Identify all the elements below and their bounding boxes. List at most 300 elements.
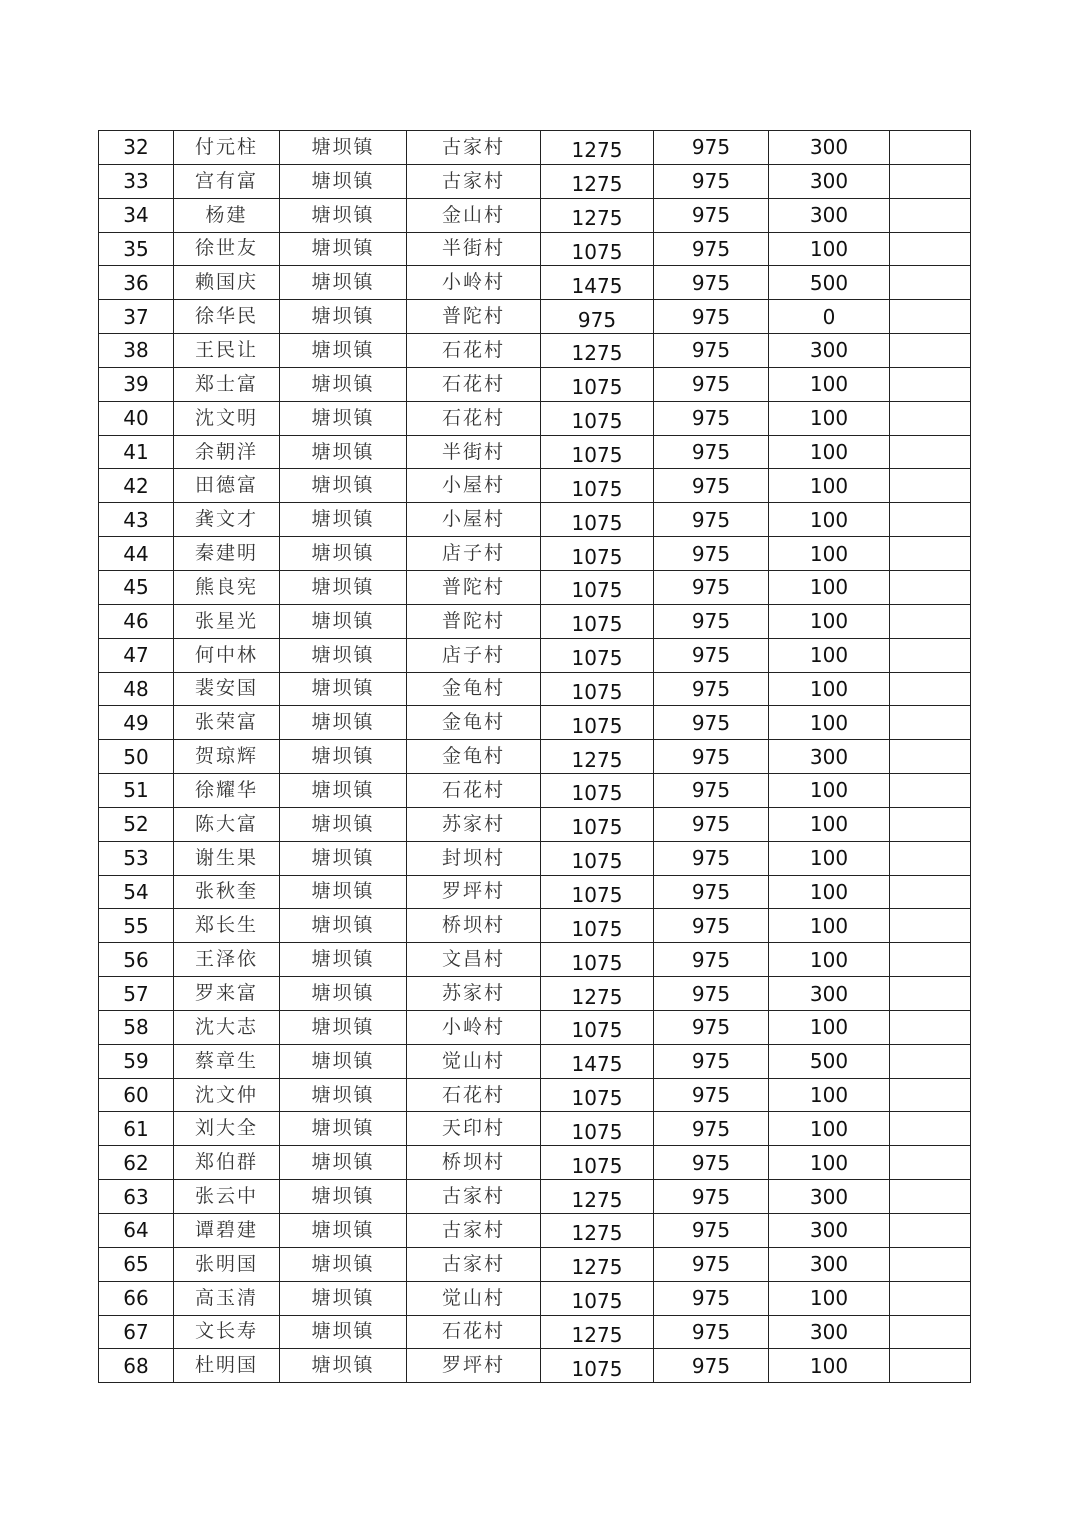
table-row: [99, 537, 971, 571]
base-amount-cell: 975: [654, 1146, 769, 1180]
village-cell: 罗坪村: [407, 875, 541, 909]
person-name-cell: 沈大志: [174, 1010, 280, 1044]
base-amount-cell: 975: [654, 1214, 769, 1248]
row-number-cell: 53: [99, 841, 174, 875]
base-amount-cell: 975: [654, 1247, 769, 1281]
person-name-cell: 文长寿: [174, 1315, 280, 1349]
total-amount-cell: 1275: [541, 164, 654, 198]
town-cell: 塘坝镇: [280, 232, 407, 266]
town-cell: 塘坝镇: [280, 198, 407, 232]
base-amount-cell: 975: [654, 1010, 769, 1044]
table-row: [99, 909, 971, 943]
person-name-cell: 张秋奎: [174, 875, 280, 909]
person-name-cell: 郑士富: [174, 367, 280, 401]
row-number-cell: 64: [99, 1214, 174, 1248]
village-cell: 古家村: [407, 1180, 541, 1214]
village-cell: 石花村: [407, 401, 541, 435]
village-cell: 古家村: [407, 1214, 541, 1248]
total-amount-cell: 1275: [541, 1247, 654, 1281]
base-amount-cell: 975: [654, 1078, 769, 1112]
row-number-cell: 52: [99, 807, 174, 841]
total-amount-cell: 1275: [541, 198, 654, 232]
total-amount-cell: 1075: [541, 774, 654, 808]
village-cell: 店子村: [407, 537, 541, 571]
village-cell: 小屋村: [407, 503, 541, 537]
base-amount-cell: 975: [654, 604, 769, 638]
total-amount-cell: 1075: [541, 604, 654, 638]
town-cell: 塘坝镇: [280, 435, 407, 469]
town-cell: 塘坝镇: [280, 943, 407, 977]
row-number-cell: 46: [99, 604, 174, 638]
town-cell: 塘坝镇: [280, 1349, 407, 1383]
row-number-cell: 47: [99, 638, 174, 672]
row-number-cell: 57: [99, 977, 174, 1011]
base-amount-cell: 975: [654, 537, 769, 571]
town-cell: 塘坝镇: [280, 774, 407, 808]
difference-amount-cell: 300: [769, 1180, 890, 1214]
difference-amount-cell: 100: [769, 1112, 890, 1146]
table-row: [99, 604, 971, 638]
table-row: [99, 1247, 971, 1281]
village-cell: 古家村: [407, 131, 541, 165]
row-number-cell: 42: [99, 469, 174, 503]
difference-amount-cell: 100: [769, 672, 890, 706]
remarks-cell: [890, 706, 971, 740]
row-number-cell: 38: [99, 334, 174, 368]
base-amount-cell: 975: [654, 435, 769, 469]
person-name-cell: 余朝洋: [174, 435, 280, 469]
person-name-cell: 谢生果: [174, 841, 280, 875]
table-row: [99, 1078, 971, 1112]
table-row: [99, 706, 971, 740]
remarks-cell: [890, 1010, 971, 1044]
table-body: [99, 131, 971, 1383]
row-number-cell: 56: [99, 943, 174, 977]
table-row: [99, 841, 971, 875]
base-amount-cell: 975: [654, 638, 769, 672]
table-row: [99, 300, 971, 334]
remarks-cell: [890, 977, 971, 1011]
person-name-cell: 张星光: [174, 604, 280, 638]
row-number-cell: 39: [99, 367, 174, 401]
row-number-cell: 34: [99, 198, 174, 232]
remarks-cell: [890, 1281, 971, 1315]
base-amount-cell: 975: [654, 1180, 769, 1214]
person-name-cell: 罗来富: [174, 977, 280, 1011]
difference-amount-cell: 500: [769, 1044, 890, 1078]
person-name-cell: 郑伯群: [174, 1146, 280, 1180]
table-row: [99, 198, 971, 232]
table-row: [99, 1180, 971, 1214]
base-amount-cell: 975: [654, 1044, 769, 1078]
remarks-cell: [890, 604, 971, 638]
person-name-cell: 徐世友: [174, 232, 280, 266]
person-name-cell: 郑长生: [174, 909, 280, 943]
village-cell: 金龟村: [407, 672, 541, 706]
person-name-cell: 龚文才: [174, 503, 280, 537]
row-number-cell: 60: [99, 1078, 174, 1112]
total-amount-cell: 1275: [541, 740, 654, 774]
table-row: [99, 1010, 971, 1044]
table-row: [99, 1146, 971, 1180]
town-cell: 塘坝镇: [280, 909, 407, 943]
town-cell: 塘坝镇: [280, 638, 407, 672]
village-cell: 普陀村: [407, 300, 541, 334]
total-amount-cell: 1075: [541, 943, 654, 977]
row-number-cell: 48: [99, 672, 174, 706]
base-amount-cell: 975: [654, 469, 769, 503]
total-amount-cell: 1075: [541, 909, 654, 943]
table-row: [99, 131, 971, 165]
town-cell: 塘坝镇: [280, 672, 407, 706]
total-amount-cell: 1075: [541, 841, 654, 875]
remarks-cell: [890, 740, 971, 774]
town-cell: 塘坝镇: [280, 1078, 407, 1112]
difference-amount-cell: 100: [769, 706, 890, 740]
base-amount-cell: 975: [654, 875, 769, 909]
person-name-cell: 张云中: [174, 1180, 280, 1214]
table-row: [99, 740, 971, 774]
village-cell: 桥坝村: [407, 909, 541, 943]
base-amount-cell: 975: [654, 909, 769, 943]
remarks-cell: [890, 570, 971, 604]
base-amount-cell: 975: [654, 774, 769, 808]
row-number-cell: 63: [99, 1180, 174, 1214]
person-name-cell: 何中林: [174, 638, 280, 672]
town-cell: 塘坝镇: [280, 164, 407, 198]
village-cell: 苏家村: [407, 977, 541, 1011]
village-cell: 觉山村: [407, 1281, 541, 1315]
town-cell: 塘坝镇: [280, 706, 407, 740]
base-amount-cell: 975: [654, 672, 769, 706]
base-amount-cell: 975: [654, 740, 769, 774]
row-number-cell: 43: [99, 503, 174, 537]
remarks-cell: [890, 1112, 971, 1146]
person-name-cell: 杜明国: [174, 1349, 280, 1383]
total-amount-cell: 1075: [541, 1010, 654, 1044]
row-number-cell: 50: [99, 740, 174, 774]
table-row: [99, 503, 971, 537]
remarks-cell: [890, 1078, 971, 1112]
table-row: [99, 1214, 971, 1248]
remarks-cell: [890, 435, 971, 469]
difference-amount-cell: 300: [769, 334, 890, 368]
remarks-cell: [890, 875, 971, 909]
difference-amount-cell: 100: [769, 1281, 890, 1315]
town-cell: 塘坝镇: [280, 503, 407, 537]
village-cell: 古家村: [407, 164, 541, 198]
base-amount-cell: 975: [654, 1349, 769, 1383]
base-amount-cell: 975: [654, 300, 769, 334]
remarks-cell: [890, 300, 971, 334]
remarks-cell: [890, 232, 971, 266]
town-cell: 塘坝镇: [280, 537, 407, 571]
difference-amount-cell: 300: [769, 131, 890, 165]
remarks-cell: [890, 1146, 971, 1180]
table-row: [99, 570, 971, 604]
difference-amount-cell: 100: [769, 807, 890, 841]
town-cell: 塘坝镇: [280, 977, 407, 1011]
total-amount-cell: 1075: [541, 706, 654, 740]
total-amount-cell: 1475: [541, 1044, 654, 1078]
table-row: [99, 367, 971, 401]
difference-amount-cell: 100: [769, 943, 890, 977]
remarks-cell: [890, 807, 971, 841]
remarks-cell: [890, 1180, 971, 1214]
town-cell: 塘坝镇: [280, 1112, 407, 1146]
village-cell: 罗坪村: [407, 1349, 541, 1383]
remarks-cell: [890, 401, 971, 435]
table-row: [99, 469, 971, 503]
remarks-cell: [890, 1044, 971, 1078]
person-name-cell: 张明国: [174, 1247, 280, 1281]
person-name-cell: 张荣富: [174, 706, 280, 740]
total-amount-cell: 1075: [541, 435, 654, 469]
difference-amount-cell: 500: [769, 266, 890, 300]
person-name-cell: 王民让: [174, 334, 280, 368]
difference-amount-cell: 100: [769, 604, 890, 638]
total-amount-cell: 1075: [541, 503, 654, 537]
difference-amount-cell: 100: [769, 1349, 890, 1383]
total-amount-cell: 1075: [541, 672, 654, 706]
total-amount-cell: 975: [541, 300, 654, 334]
base-amount-cell: 975: [654, 570, 769, 604]
base-amount-cell: 975: [654, 807, 769, 841]
base-amount-cell: 975: [654, 131, 769, 165]
person-name-cell: 裴安国: [174, 672, 280, 706]
difference-amount-cell: 100: [769, 503, 890, 537]
village-cell: 小岭村: [407, 266, 541, 300]
row-number-cell: 62: [99, 1146, 174, 1180]
difference-amount-cell: 100: [769, 469, 890, 503]
table-row: [99, 435, 971, 469]
person-name-cell: 赖国庆: [174, 266, 280, 300]
person-name-cell: 徐耀华: [174, 774, 280, 808]
town-cell: 塘坝镇: [280, 1281, 407, 1315]
total-amount-cell: 1075: [541, 638, 654, 672]
village-cell: 桥坝村: [407, 1146, 541, 1180]
village-cell: 小屋村: [407, 469, 541, 503]
person-name-cell: 徐华民: [174, 300, 280, 334]
remarks-cell: [890, 638, 971, 672]
remarks-cell: [890, 1247, 971, 1281]
row-number-cell: 67: [99, 1315, 174, 1349]
difference-amount-cell: 0: [769, 300, 890, 334]
remarks-cell: [890, 537, 971, 571]
person-name-cell: 蔡章生: [174, 1044, 280, 1078]
table-row: [99, 1112, 971, 1146]
village-cell: 苏家村: [407, 807, 541, 841]
person-name-cell: 田德富: [174, 469, 280, 503]
town-cell: 塘坝镇: [280, 1010, 407, 1044]
remarks-cell: [890, 909, 971, 943]
table-row: [99, 807, 971, 841]
total-amount-cell: 1075: [541, 875, 654, 909]
difference-amount-cell: 300: [769, 977, 890, 1011]
row-number-cell: 61: [99, 1112, 174, 1146]
total-amount-cell: 1275: [541, 1214, 654, 1248]
village-cell: 天印村: [407, 1112, 541, 1146]
total-amount-cell: 1275: [541, 131, 654, 165]
difference-amount-cell: 300: [769, 198, 890, 232]
row-number-cell: 32: [99, 131, 174, 165]
village-cell: 半街村: [407, 435, 541, 469]
base-amount-cell: 975: [654, 943, 769, 977]
town-cell: 塘坝镇: [280, 875, 407, 909]
base-amount-cell: 975: [654, 232, 769, 266]
difference-amount-cell: 100: [769, 435, 890, 469]
remarks-cell: [890, 131, 971, 165]
village-cell: 金山村: [407, 198, 541, 232]
village-cell: 石花村: [407, 367, 541, 401]
person-name-cell: 刘大全: [174, 1112, 280, 1146]
base-amount-cell: 975: [654, 977, 769, 1011]
total-amount-cell: 1075: [541, 1349, 654, 1383]
village-cell: 金龟村: [407, 740, 541, 774]
person-name-cell: 陈大富: [174, 807, 280, 841]
village-cell: 普陀村: [407, 570, 541, 604]
difference-amount-cell: 100: [769, 638, 890, 672]
row-number-cell: 58: [99, 1010, 174, 1044]
town-cell: 塘坝镇: [280, 1146, 407, 1180]
difference-amount-cell: 300: [769, 1247, 890, 1281]
table-row: [99, 1281, 971, 1315]
village-cell: 古家村: [407, 1247, 541, 1281]
remarks-cell: [890, 841, 971, 875]
person-name-cell: 王泽依: [174, 943, 280, 977]
table-row: [99, 1349, 971, 1383]
difference-amount-cell: 100: [769, 537, 890, 571]
town-cell: 塘坝镇: [280, 401, 407, 435]
remarks-cell: [890, 469, 971, 503]
village-cell: 金龟村: [407, 706, 541, 740]
base-amount-cell: 975: [654, 198, 769, 232]
row-number-cell: 35: [99, 232, 174, 266]
difference-amount-cell: 100: [769, 909, 890, 943]
base-amount-cell: 975: [654, 367, 769, 401]
village-cell: 小岭村: [407, 1010, 541, 1044]
difference-amount-cell: 100: [769, 367, 890, 401]
row-number-cell: 45: [99, 570, 174, 604]
difference-amount-cell: 100: [769, 1146, 890, 1180]
total-amount-cell: 1475: [541, 266, 654, 300]
remarks-cell: [890, 266, 971, 300]
base-amount-cell: 975: [654, 266, 769, 300]
total-amount-cell: 1275: [541, 1315, 654, 1349]
town-cell: 塘坝镇: [280, 1315, 407, 1349]
remarks-cell: [890, 774, 971, 808]
village-cell: 石花村: [407, 1315, 541, 1349]
village-cell: 觉山村: [407, 1044, 541, 1078]
village-cell: 石花村: [407, 334, 541, 368]
town-cell: 塘坝镇: [280, 604, 407, 638]
remarks-cell: [890, 164, 971, 198]
remarks-cell: [890, 198, 971, 232]
total-amount-cell: 1075: [541, 1281, 654, 1315]
table-row: [99, 977, 971, 1011]
person-name-cell: 贺琼辉: [174, 740, 280, 774]
total-amount-cell: 1075: [541, 367, 654, 401]
town-cell: 塘坝镇: [280, 1214, 407, 1248]
remarks-cell: [890, 1315, 971, 1349]
person-name-cell: 宫有富: [174, 164, 280, 198]
base-amount-cell: 975: [654, 841, 769, 875]
row-number-cell: 33: [99, 164, 174, 198]
village-cell: 半街村: [407, 232, 541, 266]
difference-amount-cell: 100: [769, 875, 890, 909]
difference-amount-cell: 300: [769, 740, 890, 774]
difference-amount-cell: 100: [769, 401, 890, 435]
total-amount-cell: 1275: [541, 1180, 654, 1214]
table-row: [99, 943, 971, 977]
base-amount-cell: 975: [654, 706, 769, 740]
town-cell: 塘坝镇: [280, 300, 407, 334]
town-cell: 塘坝镇: [280, 131, 407, 165]
remarks-cell: [890, 334, 971, 368]
total-amount-cell: 1075: [541, 807, 654, 841]
total-amount-cell: 1075: [541, 469, 654, 503]
total-amount-cell: 1075: [541, 537, 654, 571]
difference-amount-cell: 300: [769, 1315, 890, 1349]
difference-amount-cell: 100: [769, 1010, 890, 1044]
town-cell: 塘坝镇: [280, 570, 407, 604]
row-number-cell: 41: [99, 435, 174, 469]
town-cell: 塘坝镇: [280, 1247, 407, 1281]
table-row: [99, 334, 971, 368]
difference-amount-cell: 300: [769, 164, 890, 198]
remarks-cell: [890, 367, 971, 401]
town-cell: 塘坝镇: [280, 740, 407, 774]
difference-amount-cell: 100: [769, 570, 890, 604]
table-row: [99, 774, 971, 808]
base-amount-cell: 975: [654, 401, 769, 435]
person-name-cell: 杨建: [174, 198, 280, 232]
total-amount-cell: 1075: [541, 570, 654, 604]
row-number-cell: 65: [99, 1247, 174, 1281]
village-cell: 文昌村: [407, 943, 541, 977]
total-amount-cell: 1275: [541, 334, 654, 368]
total-amount-cell: 1075: [541, 1078, 654, 1112]
town-cell: 塘坝镇: [280, 841, 407, 875]
town-cell: 塘坝镇: [280, 334, 407, 368]
remarks-cell: [890, 1214, 971, 1248]
table-row: [99, 1044, 971, 1078]
total-amount-cell: 1275: [541, 977, 654, 1011]
total-amount-cell: 1075: [541, 1112, 654, 1146]
difference-amount-cell: 100: [769, 841, 890, 875]
person-name-cell: 高玉清: [174, 1281, 280, 1315]
total-amount-cell: 1075: [541, 1146, 654, 1180]
row-number-cell: 36: [99, 266, 174, 300]
row-number-cell: 54: [99, 875, 174, 909]
row-number-cell: 40: [99, 401, 174, 435]
difference-amount-cell: 100: [769, 1078, 890, 1112]
base-amount-cell: 975: [654, 1281, 769, 1315]
remarks-cell: [890, 503, 971, 537]
row-number-cell: 49: [99, 706, 174, 740]
base-amount-cell: 975: [654, 334, 769, 368]
remarks-cell: [890, 1349, 971, 1383]
village-cell: 石花村: [407, 774, 541, 808]
row-number-cell: 51: [99, 774, 174, 808]
table-row: [99, 164, 971, 198]
table-row: [99, 232, 971, 266]
total-amount-cell: 1075: [541, 232, 654, 266]
table-row: [99, 1315, 971, 1349]
row-number-cell: 66: [99, 1281, 174, 1315]
difference-amount-cell: 100: [769, 774, 890, 808]
village-cell: 店子村: [407, 638, 541, 672]
